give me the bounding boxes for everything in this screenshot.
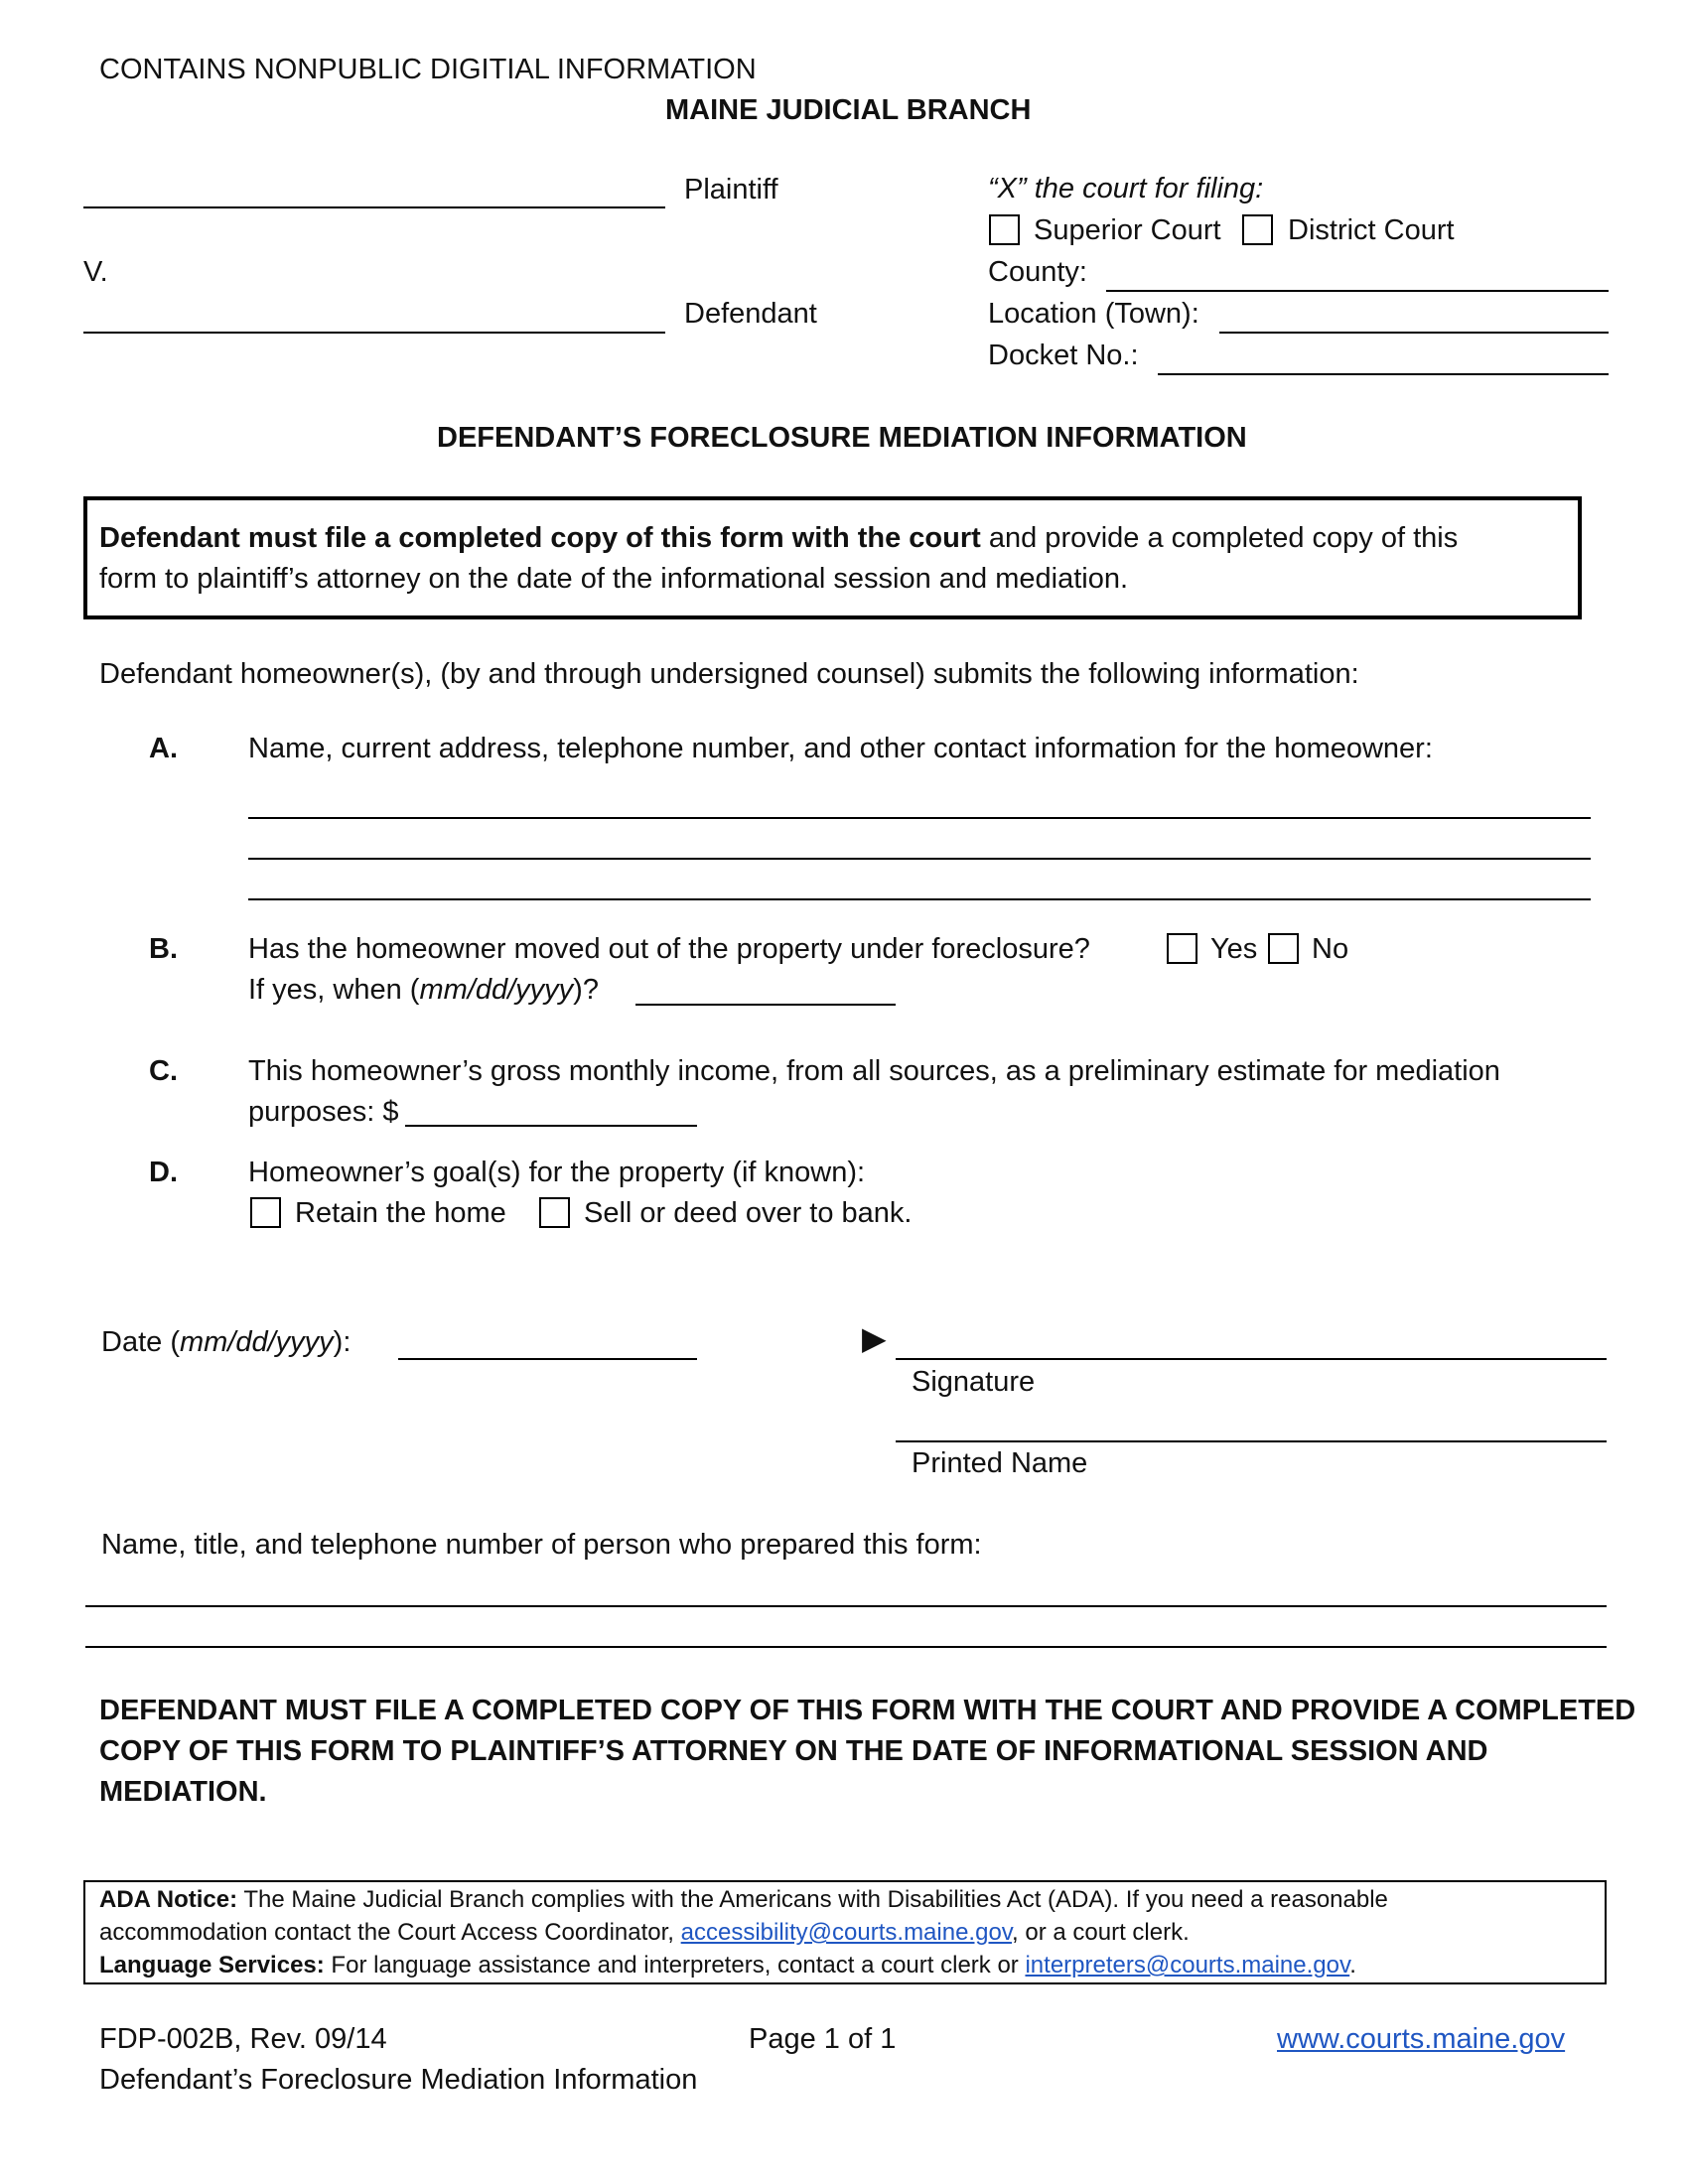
closing-notice-line2: COPY OF THIS FORM TO PLAINTIFF’S ATTORNEY ON THE DATE OF INFORMATIONAL SESSION AND (99, 1735, 1488, 1767)
date-label (101, 1324, 351, 1360)
ada-text3: , or a court clerk. (1012, 1919, 1190, 1946)
website-link[interactable]: www.courts.maine.gov (1277, 2023, 1566, 2055)
county-field[interactable] (1106, 290, 1609, 292)
item-d-text: Homeowner’s goal(s) for the property (if known): (248, 1157, 866, 1188)
footer-website-link[interactable] (1277, 2021, 1565, 2057)
moved-date-prefix: If yes, when ( (248, 974, 420, 1006)
contact-line-1[interactable] (248, 817, 1591, 819)
date-suffix: ): (333, 1326, 352, 1358)
ada-text1: The Maine Judicial Branch complies with the Americans with Disabilities Act (ADA). If you need a reasonable (237, 1886, 1388, 1913)
accessibility-email-link[interactable]: accessibility@courts.maine.gov (680, 1919, 1013, 1946)
docket-field[interactable] (1158, 373, 1609, 375)
superior-court-label: Superior Court (1034, 214, 1221, 246)
location-label: Location (Town): (988, 298, 1199, 330)
district-court-label: District Court (1288, 214, 1455, 246)
moved-date-question (248, 972, 599, 1008)
branch-title: MAINE JUDICIAL BRANCH (665, 94, 1032, 126)
item-b-letter: B. (149, 933, 178, 965)
item-c-letter: C. (149, 1055, 178, 1087)
filing-notice-bold: Defendant must file a completed copy of this form with the court (99, 522, 981, 554)
court-instruction: “X” the court for filing: (988, 173, 1264, 205)
language-services-label: Language Services: (99, 1952, 325, 1979)
moved-date-suffix: )? (573, 974, 599, 1006)
moved-date-format: mm/dd/yyyy (419, 974, 574, 1006)
moved-no-label: No (1312, 933, 1349, 965)
ada-line2 (99, 1916, 1190, 1949)
district-court-checkbox[interactable] (1242, 214, 1273, 245)
interpreters-email-link[interactable]: interpreters@courts.maine.gov (1025, 1952, 1350, 1979)
filing-notice-box (83, 496, 1582, 619)
moved-yes-checkbox[interactable] (1167, 933, 1197, 964)
defendant-label: Defendant (684, 298, 817, 330)
date-prefix: Date ( (101, 1326, 180, 1358)
signature-label: Signature (912, 1366, 1036, 1398)
docket-label: Docket No.: (988, 340, 1139, 371)
date-field[interactable] (398, 1358, 697, 1360)
moved-no-checkbox[interactable] (1268, 933, 1299, 964)
sell-deed-label: Sell or deed over to bank. (584, 1197, 913, 1229)
versus-label: V. (83, 256, 108, 288)
moved-yes-label: Yes (1210, 933, 1258, 965)
item-b-question: Has the homeowner moved out of the property under foreclosure? (248, 933, 1090, 965)
ada-line3 (99, 1949, 1356, 1981)
county-label: County: (988, 256, 1087, 288)
signature-field[interactable] (896, 1358, 1607, 1360)
closing-notice-line3: MEDIATION. (99, 1776, 267, 1808)
filing-notice-text1: and provide a completed copy of this (980, 522, 1459, 554)
contact-line-2[interactable] (248, 858, 1591, 860)
preparer-line-1[interactable] (85, 1605, 1607, 1607)
ada-line1 (99, 1883, 1388, 1916)
location-field[interactable] (1219, 332, 1609, 334)
item-a-text: Name, current address, telephone number, and other contact information for the homeowner: (248, 733, 1433, 764)
footer-page-number: Page 1 of 1 (749, 2023, 897, 2055)
retain-home-checkbox[interactable] (250, 1197, 281, 1228)
item-d-letter: D. (149, 1157, 178, 1188)
filing-notice-line1 (99, 520, 1458, 556)
language-services-text: For language assistance and interpreters, contact a court clerk or (324, 1952, 1026, 1979)
closing-notice-line1: DEFENDANT MUST FILE A COMPLETED COPY OF THIS FORM WITH THE COURT AND PROVIDE A COMPLETED (99, 1695, 1636, 1726)
ada-text2: accommodation contact the Court Access Coordinator, (99, 1919, 681, 1946)
preparer-line-2[interactable] (85, 1646, 1607, 1648)
sell-deed-checkbox[interactable] (539, 1197, 570, 1228)
ada-label: ADA Notice: (99, 1886, 238, 1913)
defendant-name-line[interactable] (83, 332, 665, 334)
nonpublic-notice: CONTAINS NONPUBLIC DIGITIAL INFORMATION (99, 54, 757, 85)
preparer-label: Name, title, and telephone number of person who prepared this form: (101, 1529, 982, 1561)
signature-arrow-icon: ▶ (862, 1320, 887, 1356)
footer-form-id: FDP-002B, Rev. 09/14 (99, 2023, 387, 2055)
intro-text: Defendant homeowner(s), (by and through undersigned counsel) submits the following information: (99, 658, 1359, 690)
language-services-end: . (1349, 1952, 1356, 1979)
item-a-letter: A. (149, 733, 178, 764)
plaintiff-label: Plaintiff (684, 174, 778, 205)
footer-form-name: Defendant’s Foreclosure Mediation Information (99, 2064, 698, 2096)
printed-name-label: Printed Name (912, 1447, 1088, 1479)
superior-court-checkbox[interactable] (989, 214, 1020, 245)
moved-date-field[interactable] (635, 1004, 896, 1006)
item-c-text-line2: purposes: $ (248, 1096, 399, 1128)
printed-name-field[interactable] (896, 1440, 1607, 1442)
contact-line-3[interactable] (248, 898, 1591, 900)
item-c-text-line1: This homeowner’s gross monthly income, from all sources, as a preliminary estimate for mediation (248, 1055, 1500, 1087)
date-format: mm/dd/yyyy (179, 1326, 334, 1358)
filing-notice-line2: form to plaintiff’s attorney on the date of the informational session and mediation. (99, 563, 1129, 595)
retain-home-label: Retain the home (295, 1197, 506, 1229)
plaintiff-name-line[interactable] (83, 206, 665, 208)
income-field[interactable] (405, 1125, 697, 1127)
form-title: DEFENDANT’S FORECLOSURE MEDIATION INFORMATION (437, 422, 1247, 454)
